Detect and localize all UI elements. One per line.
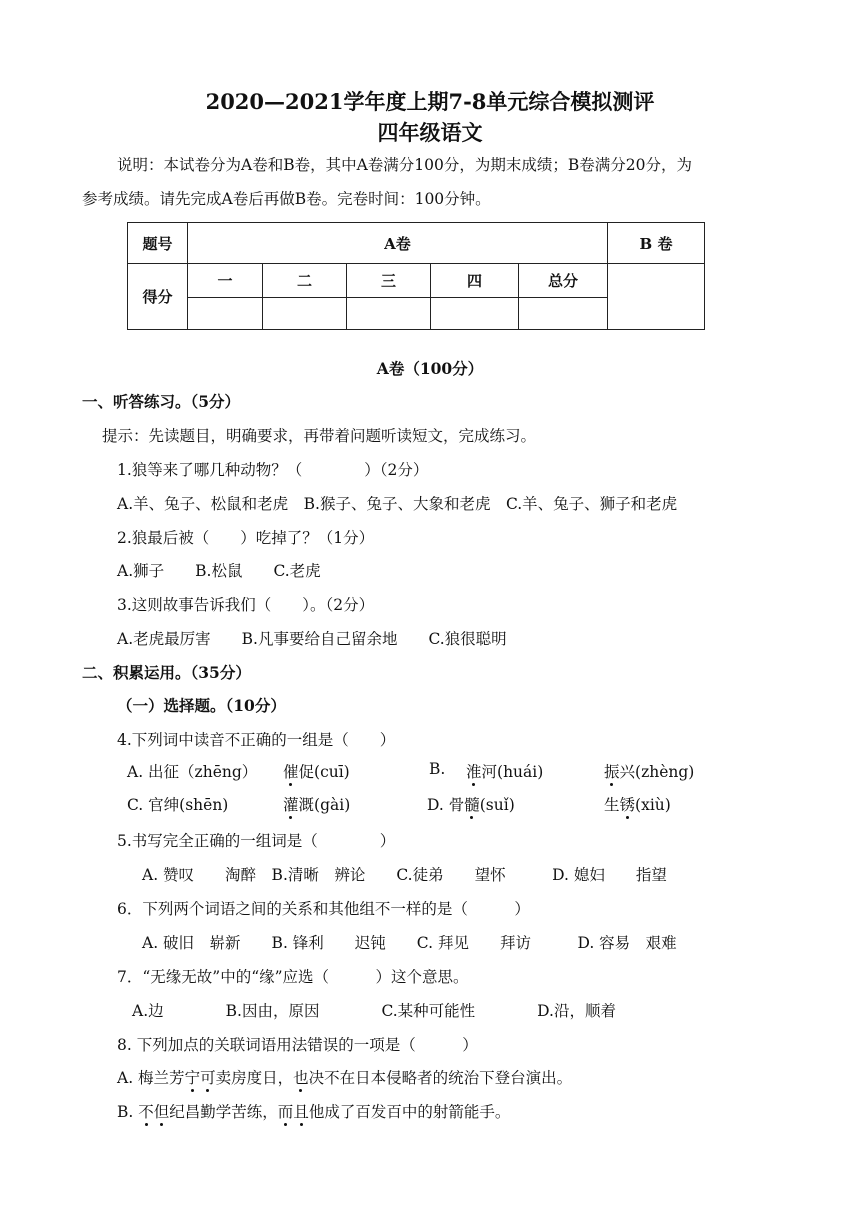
q6-text: 6．下列两个词语之间的关系和其他组不一样的是（ ） — [117, 900, 530, 918]
b-score-cell[interactable] — [608, 264, 705, 330]
score-cell-4[interactable] — [431, 298, 519, 330]
col-3-header: 三 — [347, 264, 431, 298]
q4-text: 4.下列词中读音不正确的一组是（ ） — [117, 731, 396, 749]
q4-option-d2: 生锈(xiù) — [604, 796, 671, 814]
q4-option-a2: 催促(cuī) — [283, 763, 350, 781]
q2-text: 2.狼最后被（ ）吃掉了？（1分） — [117, 529, 375, 547]
q7-options: A.边 B.因由，原因 C.某种可能性 D.沿，顺着 — [132, 1002, 616, 1020]
q5-options: A. 赞叹 淘醉 B.清晰 辨论 C.徒弟 望怀 D. 媳妇 指望 — [142, 866, 667, 884]
q6-options: A. 破旧 崭新 B. 锋利 迟钝 C. 拜见 拜访 D. 容易 艰难 — [142, 934, 677, 952]
a-section-header: A卷 — [188, 223, 608, 264]
q5-text: 5.书写完全正确的一组词是（ ） — [117, 832, 396, 850]
part1-heading: 一、听答练习。（5分） — [82, 392, 241, 411]
label-question-number: 题号 — [128, 223, 188, 264]
q7-text: 7．“无缘无故”中的“缘”应选（ ）这个意思。 — [117, 968, 469, 986]
q8-option-a: A. 梅兰芳宁可卖房度日，也决不在日本侵略者的统治下登台演出。 — [117, 1069, 573, 1087]
q4-option-c2: 灌溉(gài) — [283, 796, 351, 814]
score-cell-2[interactable] — [263, 298, 347, 330]
section-a-title: A卷（100分） — [376, 359, 484, 378]
instructions-line-2: 参考成绩。请先完成A卷后再做B卷。完卷时间：100分钟。 — [82, 190, 491, 208]
q1-text: 1.狼等来了哪几种动物？（ ）（2分） — [117, 461, 429, 479]
part2-sub1: （一）选择题。（10分） — [117, 696, 286, 715]
q8-text: 8. 下列加点的关联词语用法错误的一项是（ ） — [117, 1036, 478, 1054]
instructions-line-1: 说明：本试卷分为A卷和B卷，其中A卷满分100分，为期末成绩；B卷满分20分，为 — [117, 156, 692, 174]
q3-options: A.老虎最厉害 B.凡事要给自己留余地 C.狼很聪明 — [117, 630, 507, 648]
q4-option-a: A. 出征（zhēng） — [127, 763, 258, 781]
part1-hint: 提示：先读题目，明确要求，再带着问题听读短文，完成练习。 — [102, 427, 537, 445]
col-total-header: 总分 — [519, 264, 608, 298]
b-section-header: B 卷 — [608, 223, 705, 264]
score-cell-total[interactable] — [519, 298, 608, 330]
label-score: 得分 — [128, 264, 188, 330]
q2-options: A.狮子 B.松鼠 C.老虎 — [117, 562, 321, 580]
col-4-header: 四 — [431, 264, 519, 298]
part2-heading: 二、积累运用。（35分） — [82, 663, 251, 682]
score-cell-1[interactable] — [188, 298, 263, 330]
q4-option-b1: 淮河(huái) — [466, 763, 544, 781]
col-2-header: 二 — [263, 264, 347, 298]
q8-option-b: B. 不但纪昌勤学苦练，而且他成了百发百中的射箭能手。 — [117, 1103, 511, 1121]
q1-options: A.羊、兔子、松鼠和老虎 B.猴子、兔子、大象和老虎 C.羊、兔子、狮子和老虎 — [117, 495, 678, 513]
q3-text: 3.这则故事告诉我们（ ）。（2分） — [117, 596, 375, 614]
exam-title: 2020—2021学年度上期7-8单元综合模拟测评 — [205, 89, 655, 114]
q4-option-b-label: B. — [429, 760, 446, 778]
score-table — [127, 222, 705, 330]
score-cell-3[interactable] — [347, 298, 431, 330]
q4-option-c: C. 官绅(shēn) — [127, 796, 229, 814]
q4-option-d: D. 骨髓(suǐ) — [427, 796, 515, 814]
q4-option-b2: 振兴(zhèng) — [604, 763, 695, 781]
col-1-header: 一 — [188, 264, 263, 298]
exam-subtitle: 四年级语文 — [377, 120, 483, 145]
